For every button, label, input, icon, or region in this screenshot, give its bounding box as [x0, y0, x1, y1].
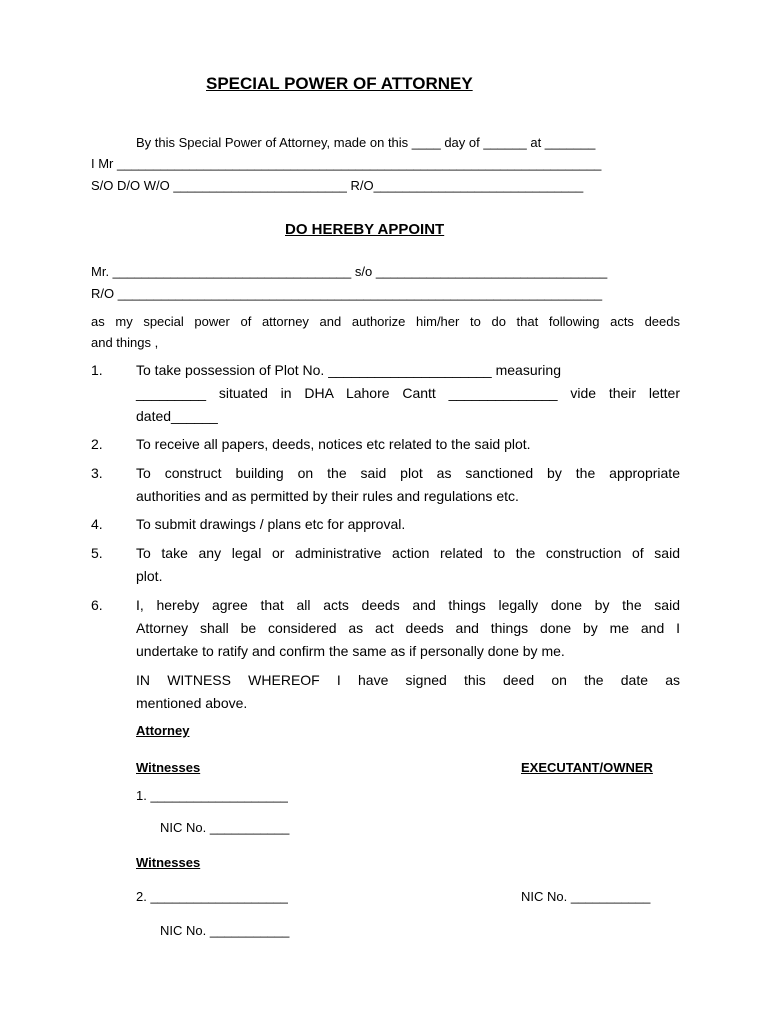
witness-2-nic-line: NIC No. ___________ [160, 923, 290, 938]
intro-line-1: By this Special Power of Attorney, made on this ____ day of ______ at _______ [136, 135, 596, 150]
intro-line-3: S/O D/O W/O ________________________ R/O_____________________________ [91, 178, 584, 193]
item-number: 6. [91, 597, 103, 613]
item-3-line-2: authorities and as permitted by their rules and regulations etc. [136, 488, 519, 504]
witness-1-nic-line: NIC No. ___________ [160, 820, 290, 835]
witnesses-label: Witnesses [136, 855, 201, 870]
attorney-label: Attorney [136, 723, 190, 738]
appoint-heading: DO HEREBY APPOINT [285, 221, 445, 238]
item-1-line-3: dated______ [136, 408, 218, 424]
authorize-line-2: and things , [91, 335, 159, 350]
item-1-line-1: To take possession of Plot No. _____________________ measuring [136, 362, 561, 378]
document-title: SPECIAL POWER OF ATTORNEY [206, 74, 473, 93]
item-number: 2. [91, 436, 103, 452]
item-1-line-2: _________ situated in DHA Lahore Cantt ______________ vide their letter [136, 385, 680, 401]
intro-line-2: I Mr ___________________________________________________________________ [91, 156, 602, 171]
appointee-line-1: Mr. _________________________________ s/o ________________________________ [91, 264, 608, 279]
item-6-line-3: undertake to ratify and confirm the same as if personally done by me. [136, 643, 565, 659]
item-4-line-1: To submit drawings / plans etc for approval. [136, 516, 406, 532]
appointee-line-2: R/O ___________________________________________________________________ [91, 286, 603, 301]
executant-owner-label: EXECUTANT/OWNER [521, 760, 653, 775]
item-number: 1. [91, 362, 103, 378]
item-2-line-1: To receive all papers, deeds, notices etc related to the said plot. [136, 436, 531, 452]
item-6-line-1: I, hereby agree that all acts deeds and things legally done by the said [136, 597, 680, 613]
item-number: 3. [91, 465, 103, 481]
witness-clause-line-2: mentioned above. [136, 695, 248, 711]
item-number: 4. [91, 516, 103, 532]
item-5-line-1: To take any legal or administrative action related to the construction of said [136, 545, 680, 561]
item-number: 5. [91, 545, 103, 561]
witnesses-label: Witnesses [136, 760, 201, 775]
witness-1-signature-line: 1. ___________________ [136, 788, 288, 803]
witness-2-signature-line: 2. ___________________ [136, 889, 288, 904]
authorize-line-1: as my special power of attorney and authorize him/her to do that following acts deeds [91, 314, 680, 329]
executant-nic-line: NIC No. ___________ [521, 889, 651, 904]
witness-clause-line-1: IN WITNESS WHEREOF I have signed this deed on the date as [136, 672, 680, 688]
item-6-line-2: Attorney shall be considered as act deeds and things done by me and I [136, 620, 680, 636]
item-5-line-2: plot. [136, 568, 163, 584]
item-3-line-1: To construct building on the said plot as sanctioned by the appropriate [136, 465, 680, 481]
